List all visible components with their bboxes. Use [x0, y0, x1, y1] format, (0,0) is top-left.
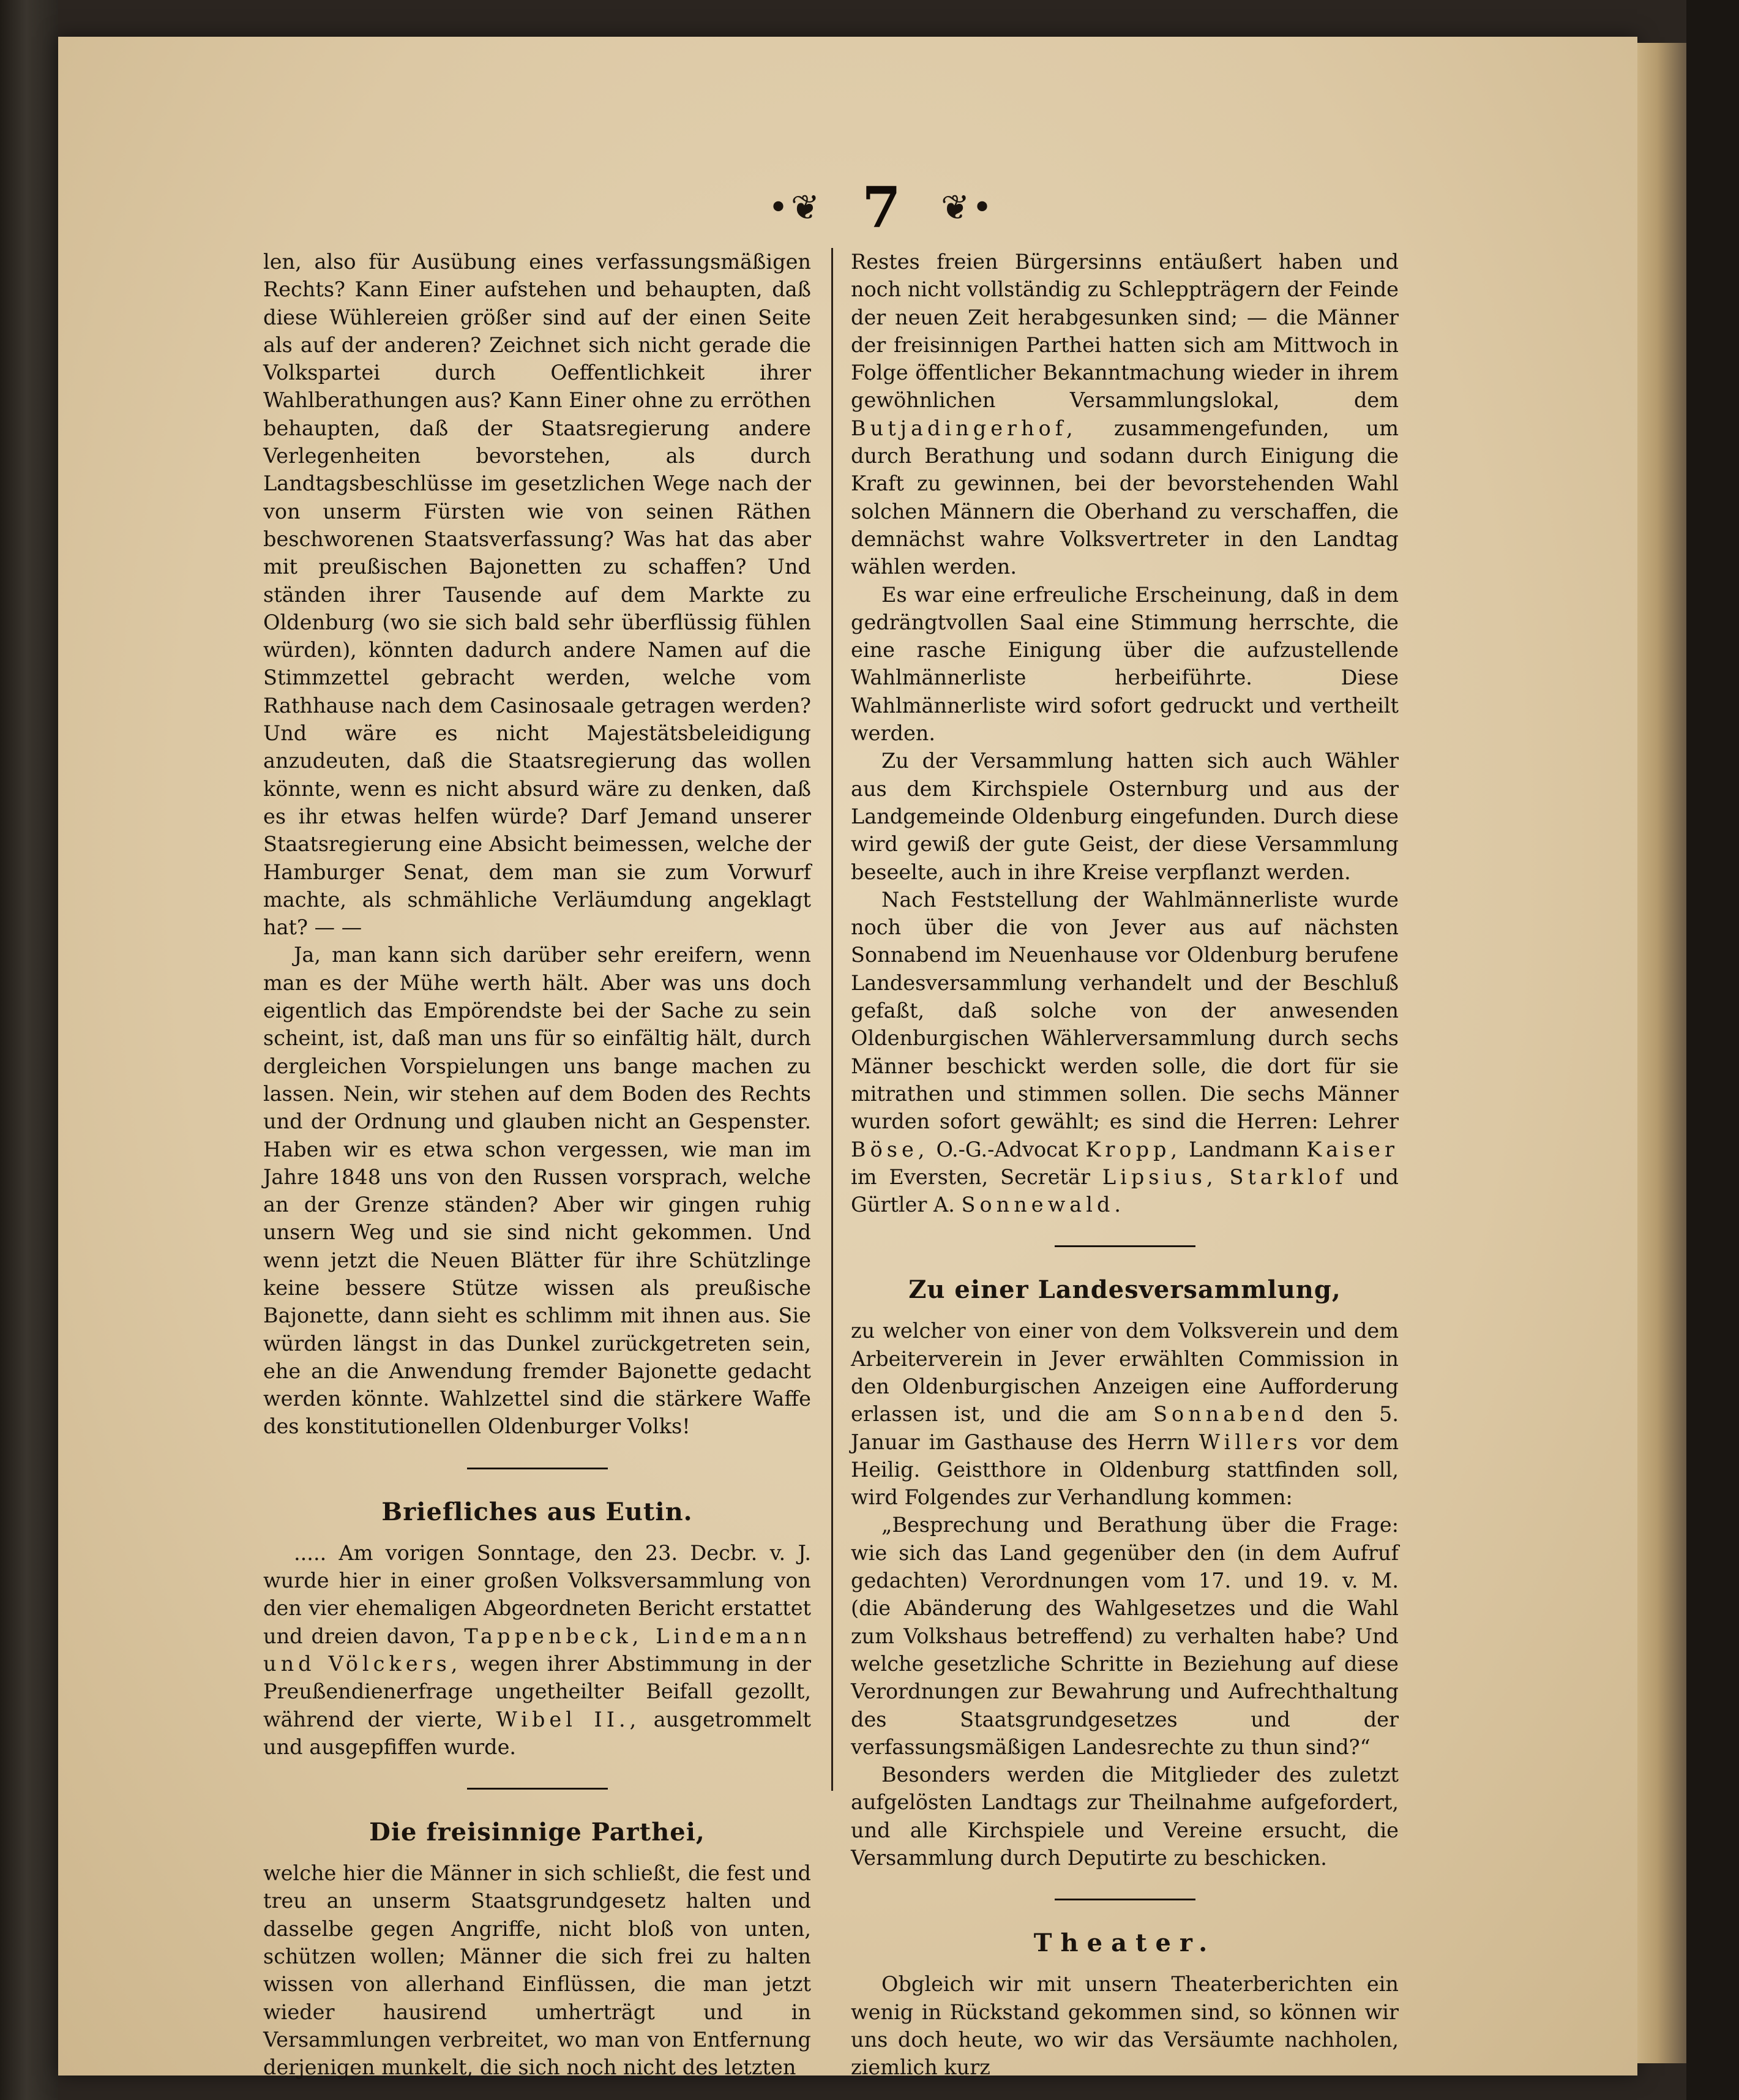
article-paragraph: Ja, man kann sich darüber sehr ereifern, wenn man es der Mühe werth hält. Aber was uns doch eigentlich das Empörendste bei der Sache zu sein scheint, ist, daß man uns für so einfältig hält, durch dergleichen Vorspielungen uns bange machen zu lassen. Nein, wir stehen auf dem Boden des Rechts und der Ordnung und glauben nicht an Gespenster. Haben wir es etwa schon vergessen, wie man im Jahre 1848 uns von den Russen vorsprach, welche an der Grenze ständen? Aber wir gingen ruhig unsern Weg und sie sind nicht gekommen. Und wenn jetzt die Neuen Blätter für ihre Schützlinge keine bessere Stütze wissen als preußische Bajonette, dann sieht es schlimm mit ihnen aus. Sie würden längst in das Dunkel zurückgetreten sein, ehe an die Anwendung fremder Bajonette gedacht werden könnte. Wahlzettel sind die stärkere Waffe des konstitutionellen Oldenburger Volks! — [263, 943, 811, 1439]
landes-text-c: vor dem Heilig. Geistthore in Oldenburg stattfinden soll, wird Folgendes zur Verhandlung kommen: — [851, 1430, 1399, 1510]
partei-cont-a: Restes freien Bürgersinns entäußert haben und noch nicht vollständig zu Schleppträgern der Feinde der neuen Zeit herabgesunken sind; — die Männer der freisinnigen Parthei hatten sich am Mittwoch in Folge öffentlicher Bekanntmachung wieder in ihrem gewöhnlichen Versammlungslokal, dem — [851, 250, 1399, 413]
page-edge — [1637, 43, 1686, 2063]
section-divider — [467, 1468, 608, 1469]
delegates-text-c: Landmann — [1189, 1137, 1300, 1161]
name-starklof: Starklof — [1229, 1164, 1347, 1189]
landes-closing-paragraph: Besonders werden die Mitglieder des zuletzt aufgelösten Landtags zur Theilnahme aufgefordert, und alle Kirchspiele und Vereine ersucht, die Versammlung durch Deputirte zu beschicken. — [851, 1763, 1399, 1870]
left-column — [263, 248, 811, 2082]
partei-continuation-paragraph — [851, 248, 1399, 581]
delegates-text-b: O.-G.-Advocat — [936, 1137, 1079, 1161]
delegates-text-d: im Eversten, Secretär — [851, 1164, 1090, 1189]
section-divider — [1055, 1245, 1195, 1247]
landes-paragraph — [851, 1317, 1399, 1511]
article-paragraph: Es war eine erfreuliche Erscheinung, daß in dem gedrängtvollen Saal eine Stimmung herrschte, die eine rasche Einigung über die aufzustellende Wahlmännerliste herbeiführte. Diese Wahlmännerliste wird sofort gedruckt und vertheilt werden. — [851, 582, 1399, 746]
delegates-paragraph — [851, 886, 1399, 1219]
name-kaiser: Kaiser — [1306, 1137, 1399, 1161]
book-binding — [0, 0, 58, 2100]
section-divider — [1055, 1899, 1195, 1900]
page-number: 7 — [861, 174, 901, 241]
heading-partei: Die freisinnige Parthei, — [369, 1818, 705, 1847]
partei-cont-b: zusammengefunden, um durch Berathung und sodann durch Einigung die Kraft zu gewinnen, bei der bevorstehenden Wahl solchen Männern die Oberhand zu verschaffen, die demnächst wahre Volksvertreter in den Landtag wählen werden. — [851, 416, 1399, 579]
theater-paragraph: Obgleich wir mit unsern Theaterberichten ein wenig in Rückstand gekommen sind, so können wir uns doch heute, wo wir das Versäumte nachholen, ziemlich kurz — [851, 1972, 1399, 2080]
article-continuation-paragraph: len, also für Ausübung eines verfassungsmäßigen Rechts? Kann Einer aufstehen und behaupten, daß diese Wühlereien größer sind auf der einen Seite als auf der anderen? Zeichnet sich nicht gerade die Volkspartei durch Oeffentlichkeit ihrer Wahlberathungen aus? Kann Einer ohne zu erröthen behaupten, daß der Staatsregierung andere Verlegenheiten bevorstehen, als durch Landtagsbeschlüsse im gesetzlichen Wege nach der von unserm Fürsten wie von seinen Räthen beschworenen Staatsverfassung? Was hat das aber mit preußischen Bajonetten zu schaffen? Und ständen ihrer Tausende auf dem Markte zu Oldenburg (wo sie sich bald sehr überflüssig fühlen würden), könnten dadurch andere Namen auf die Stimmzettel gebracht werden, welche vom Rathhause nach dem Casinosaale getragen werden? Und wäre es nicht Majestätsbeleidigung anzudeuten, daß die Staatsregierung das wollen könnte, wenn es nicht absurd wäre zu denken, daß es ihr etwas helfen würde? Darf Jemand unserer Staatsregierung eine Absicht beimessen, welche der Hamburger Senat, dem man sie zum Vorwurf machte, als schmähliche Verläumdung angeklagt hat? — — — [263, 250, 811, 940]
name-willers: Willers — [1199, 1430, 1302, 1454]
landes-text-b: den 5. Januar im Gasthause des Herrn — [851, 1402, 1399, 1454]
article-paragraph: Zu der Versammlung hatten sich auch Wähler aus dem Kirchspiele Osternburg und aus der Landgemeinde Oldenburg eingefunden. Durch diese wird gewiß der gute Geist, der diese Versammlung beseelte, auch in ihre Kreise verpflanzt werden. — [851, 749, 1399, 884]
eutin-text-b: wegen ihrer Abstimmung in der Preußendienerfrage ungetheilter Beifall gezollt, während der vierte, — [263, 1651, 811, 1731]
butjadingerhof: Butjadingerhof, — [851, 416, 1077, 440]
name-lipsius: Lipsius, — [1102, 1164, 1217, 1189]
delegates-text-e: und Gürtler A. — [851, 1164, 1399, 1217]
page-header — [667, 174, 1096, 242]
eutin-paragraph — [263, 1539, 811, 1761]
column-divider — [831, 248, 833, 1791]
scan-border — [1686, 0, 1739, 2100]
eutin-text-c: ausgetrommelt und ausgepfiffen wurde. — [263, 1707, 811, 1759]
eutin-text-a: ..... Am vorigen Sonntage, den 23. Decbr. v. J. wurde hier in einer großen Volksversammlung von den vier ehemaligen Abgeordneten Bericht erstattet und dreien davon, — [263, 1540, 811, 1648]
name-sonnewald: Sonnewald. — [961, 1193, 1126, 1217]
eutin-name4: Wibel II., — [496, 1707, 641, 1731]
delegates-text-a: Nach Feststellung der Wahlmännerliste wurde noch über die von Jever aus auf nächsten Sonnabend im Neuenhause vor Oldenburg berufene Landesversammlung verhandelt und der Beschluß gefaßt, daß solche von der anwesenden Oldenburgischen Wählerversammlung durch sechs Männer beschickt werden solle, die dort für sie mitrathen und stimmen sollen. Die sechs Männer wurden sofort gewählt; es sind die Herren: Lehrer — [851, 887, 1399, 1134]
right-column — [851, 248, 1399, 2082]
ornament-left-icon: •❦ — [768, 187, 822, 228]
section-divider — [467, 1788, 608, 1790]
eutin-names: Tappenbeck, Lindemann und Völckers, — [263, 1624, 811, 1676]
heading-theater: Theater. — [1033, 1929, 1216, 1958]
ornament-right-icon: ❦• — [941, 187, 995, 228]
landes-text-a: zu welcher von einer von dem Volksverein und dem Arbeiterverein in Jever erwählten Commission in den Oldenburgischen Anzeigen eine Aufforderung erlassen ist, und die am — [851, 1319, 1399, 1427]
name-kropp: Kropp, — [1085, 1137, 1182, 1161]
name-boese: Böse, — [851, 1137, 929, 1161]
landes-sonnabend: Sonnabend — [1153, 1402, 1309, 1427]
heading-landesversammlung: Zu einer Landesversammlung, — [908, 1275, 1341, 1305]
heading-eutin: Briefliches aus Eutin. — [381, 1497, 693, 1526]
agenda-quote: „Besprechung und Berathung über die Frage: wie sich das Land gegenüber den (in dem Aufruf gedachten) Verordnungen vom 17. und 19. v. M. (die Abänderung des Wahlgesetzes und die Wahl zum Volkshaus betreffend) zu verhalten habe? Und welche gesetzliche Schritte in Beziehung auf diese Verordnungen zur Bewahrung und Aufrechthaltung des Staatsgrundgesetzes und der verfassungsmäßigen Landesrechte zu thun sind?“ — [851, 1513, 1399, 1759]
partei-paragraph: welche hier die Männer in sich schließt, die fest und treu an unserm Staatsgrundgesetz halten und dasselbe gegen Angriffe, nicht bloß von unten, schützen wollen; Männer die sich frei zu halten wissen von allerhand Einflüssen, die man jetzt wieder hausirend umherträgt und in Versammlungen verbreitet, wo man von Entfernung derjenigen munkelt, die sich noch nicht des letzten — [263, 1861, 811, 2080]
